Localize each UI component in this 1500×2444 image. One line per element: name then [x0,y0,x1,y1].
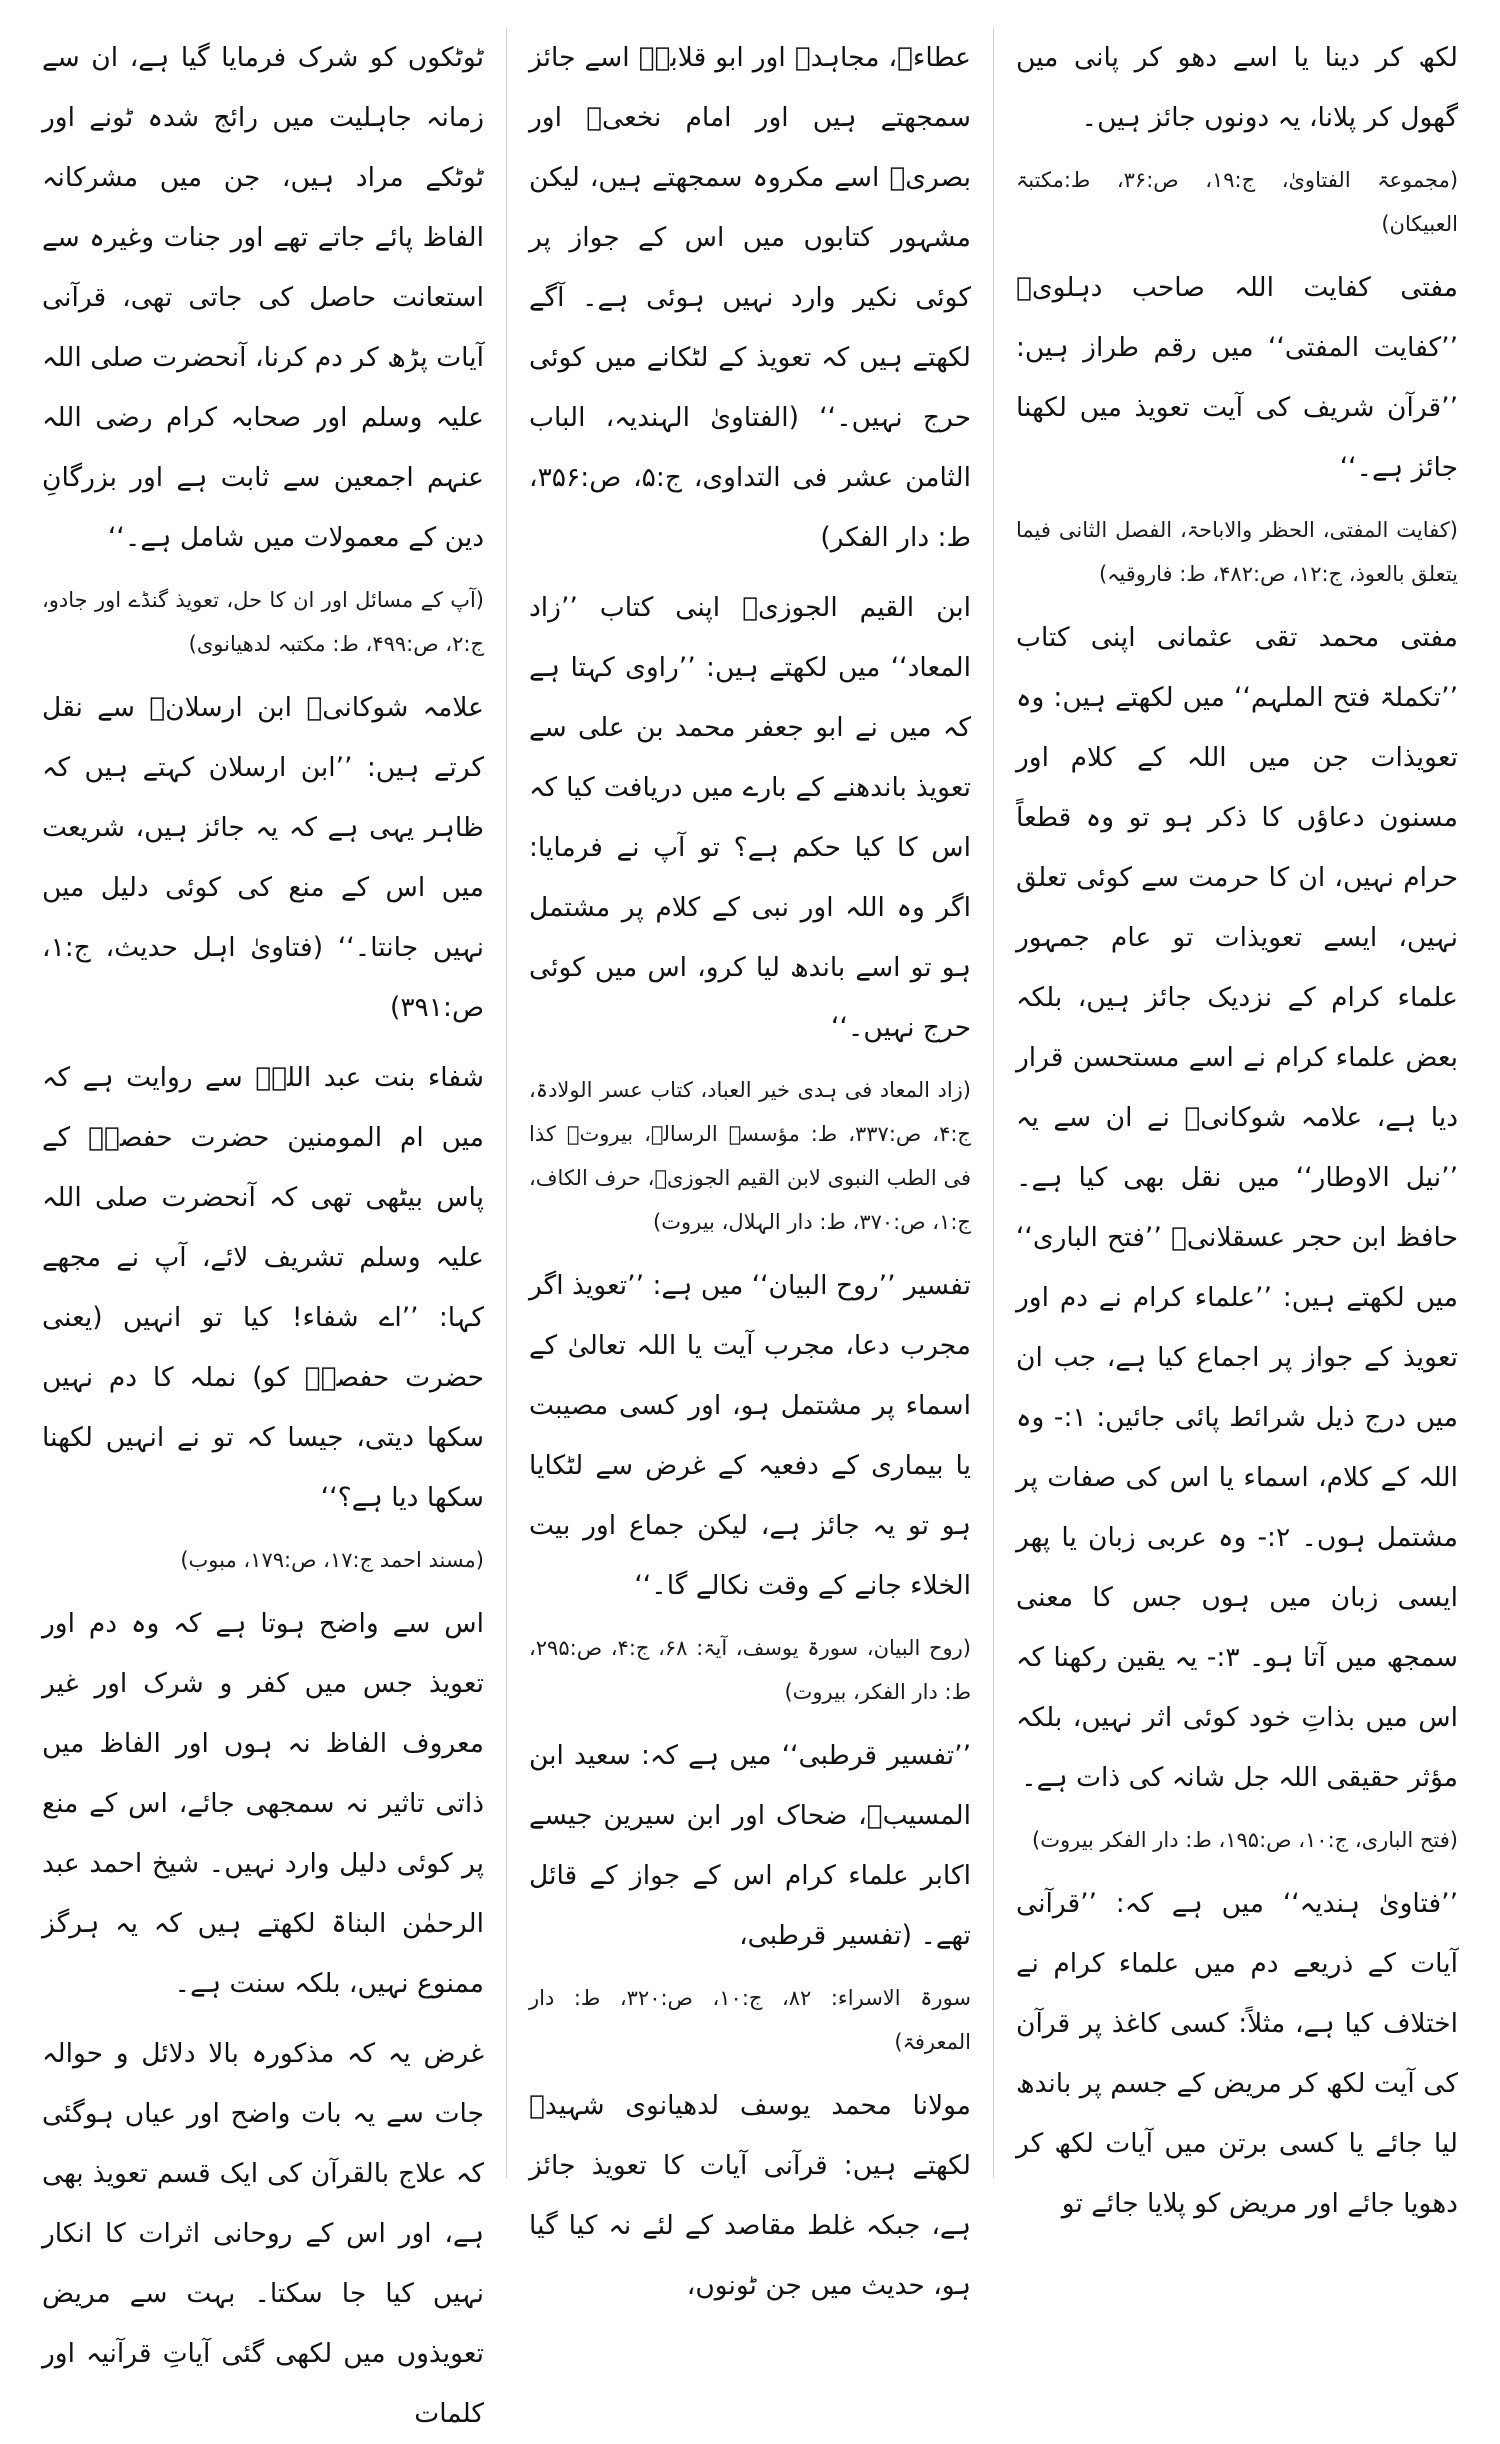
body-paragraph: ’’فتاویٰ ہندیہ‘‘ میں ہے کہ: ’’قرآنی آیات کے ذریعے دم میں علماء کرام نے اختلاف کیا ہے، مثلاً: کسی کاغذ پر قرآن کی آیت لکھ کر مریض کے جسم پر باندھ لیا جائے یا کسی برتن میں آیات لکھ کر دھویا جائے اور مریض کو پلایا جائے تو [1016,1888,1458,2219]
citation-reference: (مسند احمد ج:۱۷، ص:۱۷۹، مبوب) [180,1548,484,1572]
citation-reference: (روح البیان، سورۃ یوسف، آیۃ: ۶۸، ج:۴، ص:۲۹۵، ط: دار الفکر، بیروت) [529,1636,971,1704]
body-paragraph: مولانا محمد یوسف لدھیانوی شہیدؒ لکھتے ہیں: قرآنی آیات کا تعویذ جائز ہے، جبکہ غلط مقاصد کے لئے نہ کیا گیا ہو، حدیث میں جن ٹونوں، [529,2090,971,2301]
text-column-left [20,28,507,2429]
body-paragraph: ٹوٹکوں کو شرک فرمایا گیا ہے، ان سے زمانہ جاہلیت میں رائج شدہ ٹونے اور ٹوٹکے مراد ہیں، جن میں مشرکانہ الفاظ پائے جاتے تھے اور جنات وغیرہ سے استعانت حاصل کی جاتی تھی، قرآنی آیات پڑھ کر دم کرنا، آنحضرت صلی اللہ علیہ وسلم اور صحابہ کرام رضی اللہ عنہم اجمعین سے ثابت ہے اور بزرگانِ دین کے معمولات میں شامل ہے۔‘‘ [42,42,484,553]
citation-reference: (زاد المعاد فی ہدی خیر العباد، کتاب عسر الولادۃ، ج:۴، ص:۳۳۷، ط: مؤسسۃ الرسالۃ، بیروت۔ کذا فی الطب النبوی لابن القیم الجوزیؒ، حرف الکاف، ج:۱، ص:۳۷۰، ط: دار الہلال، بیروت) [529,1078,971,1234]
citation-reference: سورۃ الاسراء: ۸۲، ج:۱۰، ص:۳۲۰، ط: دار المعرفۃ) [529,1986,972,2054]
body-paragraph: لکھ کر دینا یا اسے دھو کر پانی میں گھول کر پلانا، یہ دونوں جائز ہیں۔ [1016,42,1458,133]
article-page [20,28,1480,2429]
body-paragraph: تفسیر ’’روح البیان‘‘ میں ہے: ’’تعویذ اگر مجرب دعا، مجرب آیت یا اللہ تعالیٰ کے اسماء پر مشتمل ہو، اور کسی مصیبت یا بیماری کے دفعیہ کے غرض سے لٹکایا ہو تو یہ جائز ہے، لیکن جماع اور بیت الخلاء جانے کے وقت نکالے گا۔‘‘ [529,1270,971,1601]
body-paragraph: اس سے واضح ہوتا ہے کہ وہ دم اور تعویذ جس میں کفر و شرک اور غیر معروف الفاظ نہ ہوں اور الفاظ میں ذاتی تاثیر نہ سمجھی جائے، اس کے منع پر کوئی دلیل وارد نہیں۔ شیخ احمد عبد الرحمٰن البناۃ لکھتے ہیں کہ یہ ہرگز ممنوع نہیں، بلکہ سنت ہے۔ [42,1608,484,1999]
body-paragraph: ابن القیم الجوزیؒ اپنی کتاب ’’زاد المعاد‘‘ میں لکھتے ہیں: ’’راوی کہتا ہے کہ میں نے ابو جعفر محمد بن علی سے تعویذ باندھنے کے بارے میں دریافت کیا کہ اس کا کیا حکم ہے؟ تو آپ نے فرمایا: اگر وہ اللہ اور نبی کے کلام پر مشتمل ہو تو اسے باندھ لیا کرو، اس میں کوئی حرج نہیں۔‘‘ [529,592,971,1043]
body-paragraph: عطاءؒ، مجاہدؒ اور ابو قلابہؒ اسے جائز سمجھتے ہیں اور امام نخعیؒ اور بصریؒ اسے مکروہ سمجھتے ہیں، لیکن مشہور کتابوں میں اس کے جواز پر کوئی نکیر وارد نہیں ہوئی ہے۔ آگے لکھتے ہیں کہ تعویذ کے لٹکانے میں کوئی حرج نہیں۔‘‘ (الفتاویٰ الہندیہ، الباب الثامن عشر فی التداوی، ج:۵، ص:۳۵۶، ط: دار الفکر) [529,42,971,553]
body-paragraph: مفتی محمد تقی عثمانی اپنی کتاب ’’تکملۃ فتح الملہم‘‘ میں لکھتے ہیں: وہ تعویذات جن میں اللہ کے کلام اور مسنون دعاؤں کا ذکر ہو تو وہ قطعاً حرام نہیں، ان کا حرمت سے کوئی تعلق نہیں، ایسے تعویذات تو عام جمہور علماء کرام کے نزدیک جائز ہیں، بلکہ بعض علماء کرام نے اسے مستحسن قرار دیا ہے، علامہ شوکانیؒ نے ان سے یہ ’’نیل الاوطار‘‘ میں نقل بھی کیا ہے۔ حافظ ابن حجر عسقلانیؒ ’’فتح الباری‘‘ میں لکھتے ہیں: ’’علماء کرام نے دم اور تعویذ کے جواز پر اجماع کیا ہے، جب ان میں درج ذیل شرائط پائی جائیں: ۱:- وہ اللہ کے کلام، اسماء یا اس کی صفات پر مشتمل ہوں۔ ۲:- وہ عربی زبان یا پھر ایسی زبان میں ہوں جس کا معنی سمجھ میں آتا ہو۔ ۳:- یہ یقین رکھنا کہ اس میں بذاتِ خود کوئی اثر نہیں، بلکہ مؤثر حقیقی اللہ جل شانہ کی ذات ہے۔ [1016,622,1459,1793]
text-column-middle [507,28,994,2301]
text-column-right [994,28,1480,2219]
citation-reference: (آپ کے مسائل اور ان کا حل، تعویذ گنڈے اور جادو، ج:۲، ص:۴۹۹، ط: مکتبہ لدھیانوی) [42,588,484,656]
body-paragraph: ’’تفسیر قرطبی‘‘ میں ہے کہ: سعید ابن المسیبؒ، ضحاک اور ابن سیرین جیسے اکابر علماء کرام اس کے جواز کے قائل تھے۔ (تفسیر قرطبی، [529,1740,971,1951]
body-paragraph: شفاء بنت عبد اللہؓ سے روایت ہے کہ میں ام المومنین حضرت حفصہؓ کے پاس بیٹھی تھی کہ آنحضرت صلی اللہ علیہ وسلم تشریف لائے، آپ نے مجھے کہا: ’’اے شفاء! کیا تو انہیں (یعنی حضرت حفصہؓ کو) نملہ کا دم نہیں سکھا دیتی، جیسا کہ تو نے انہیں لکھنا سکھا دیا ہے؟‘‘ [42,1062,484,1513]
citation-reference: (فتح الباری، ج:۱۰، ص:۱۹۵، ط: دار الفکر بیروت) [1032,1828,1458,1852]
citation-reference: (کفایت المفتی، الحظر والاباحۃ، الفصل الثانی فیما یتعلق بالعوذ، ج:۱۲، ص:۴۸۲، ط: فاروقیہ) [1016,518,1458,586]
body-paragraph: غرض یہ کہ مذکورہ بالا دلائل و حوالہ جات سے یہ بات واضح اور عیاں ہوگئی کہ علاج بالقرآن کی ایک قسم تعویذ بھی ہے، اور اس کے روحانی اثرات کا انکار نہیں کیا جا سکتا۔ بہت سے مریض تعویذوں میں لکھی گئی آیاتِ قرآنیہ اور کلمات [42,2038,484,2429]
body-paragraph: مفتی کفایت اللہ صاحب دہلویؒ ’’کفایت المفتی‘‘ میں رقم طراز ہیں: ’’قرآن شریف کی آیت تعویذ میں لکھنا جائز ہے۔‘‘ [1016,272,1458,483]
body-paragraph: علامہ شوکانیؒ ابن ارسلانؒ سے نقل کرتے ہیں: ’’ابن ارسلان کہتے ہیں کہ ظاہر یہی ہے کہ یہ جائز ہیں، شریعت میں اس کے منع کی کوئی دلیل میں نہیں جانتا۔‘‘ (فتاویٰ اہل حدیث، ج:۱، ص:۳۹۱) [42,692,484,1023]
citation-reference: (مجموعۃ الفتاویٰ، ج:۱۹، ص:۳۶، ط:مکتبۃ العبیکان) [1016,168,1459,236]
